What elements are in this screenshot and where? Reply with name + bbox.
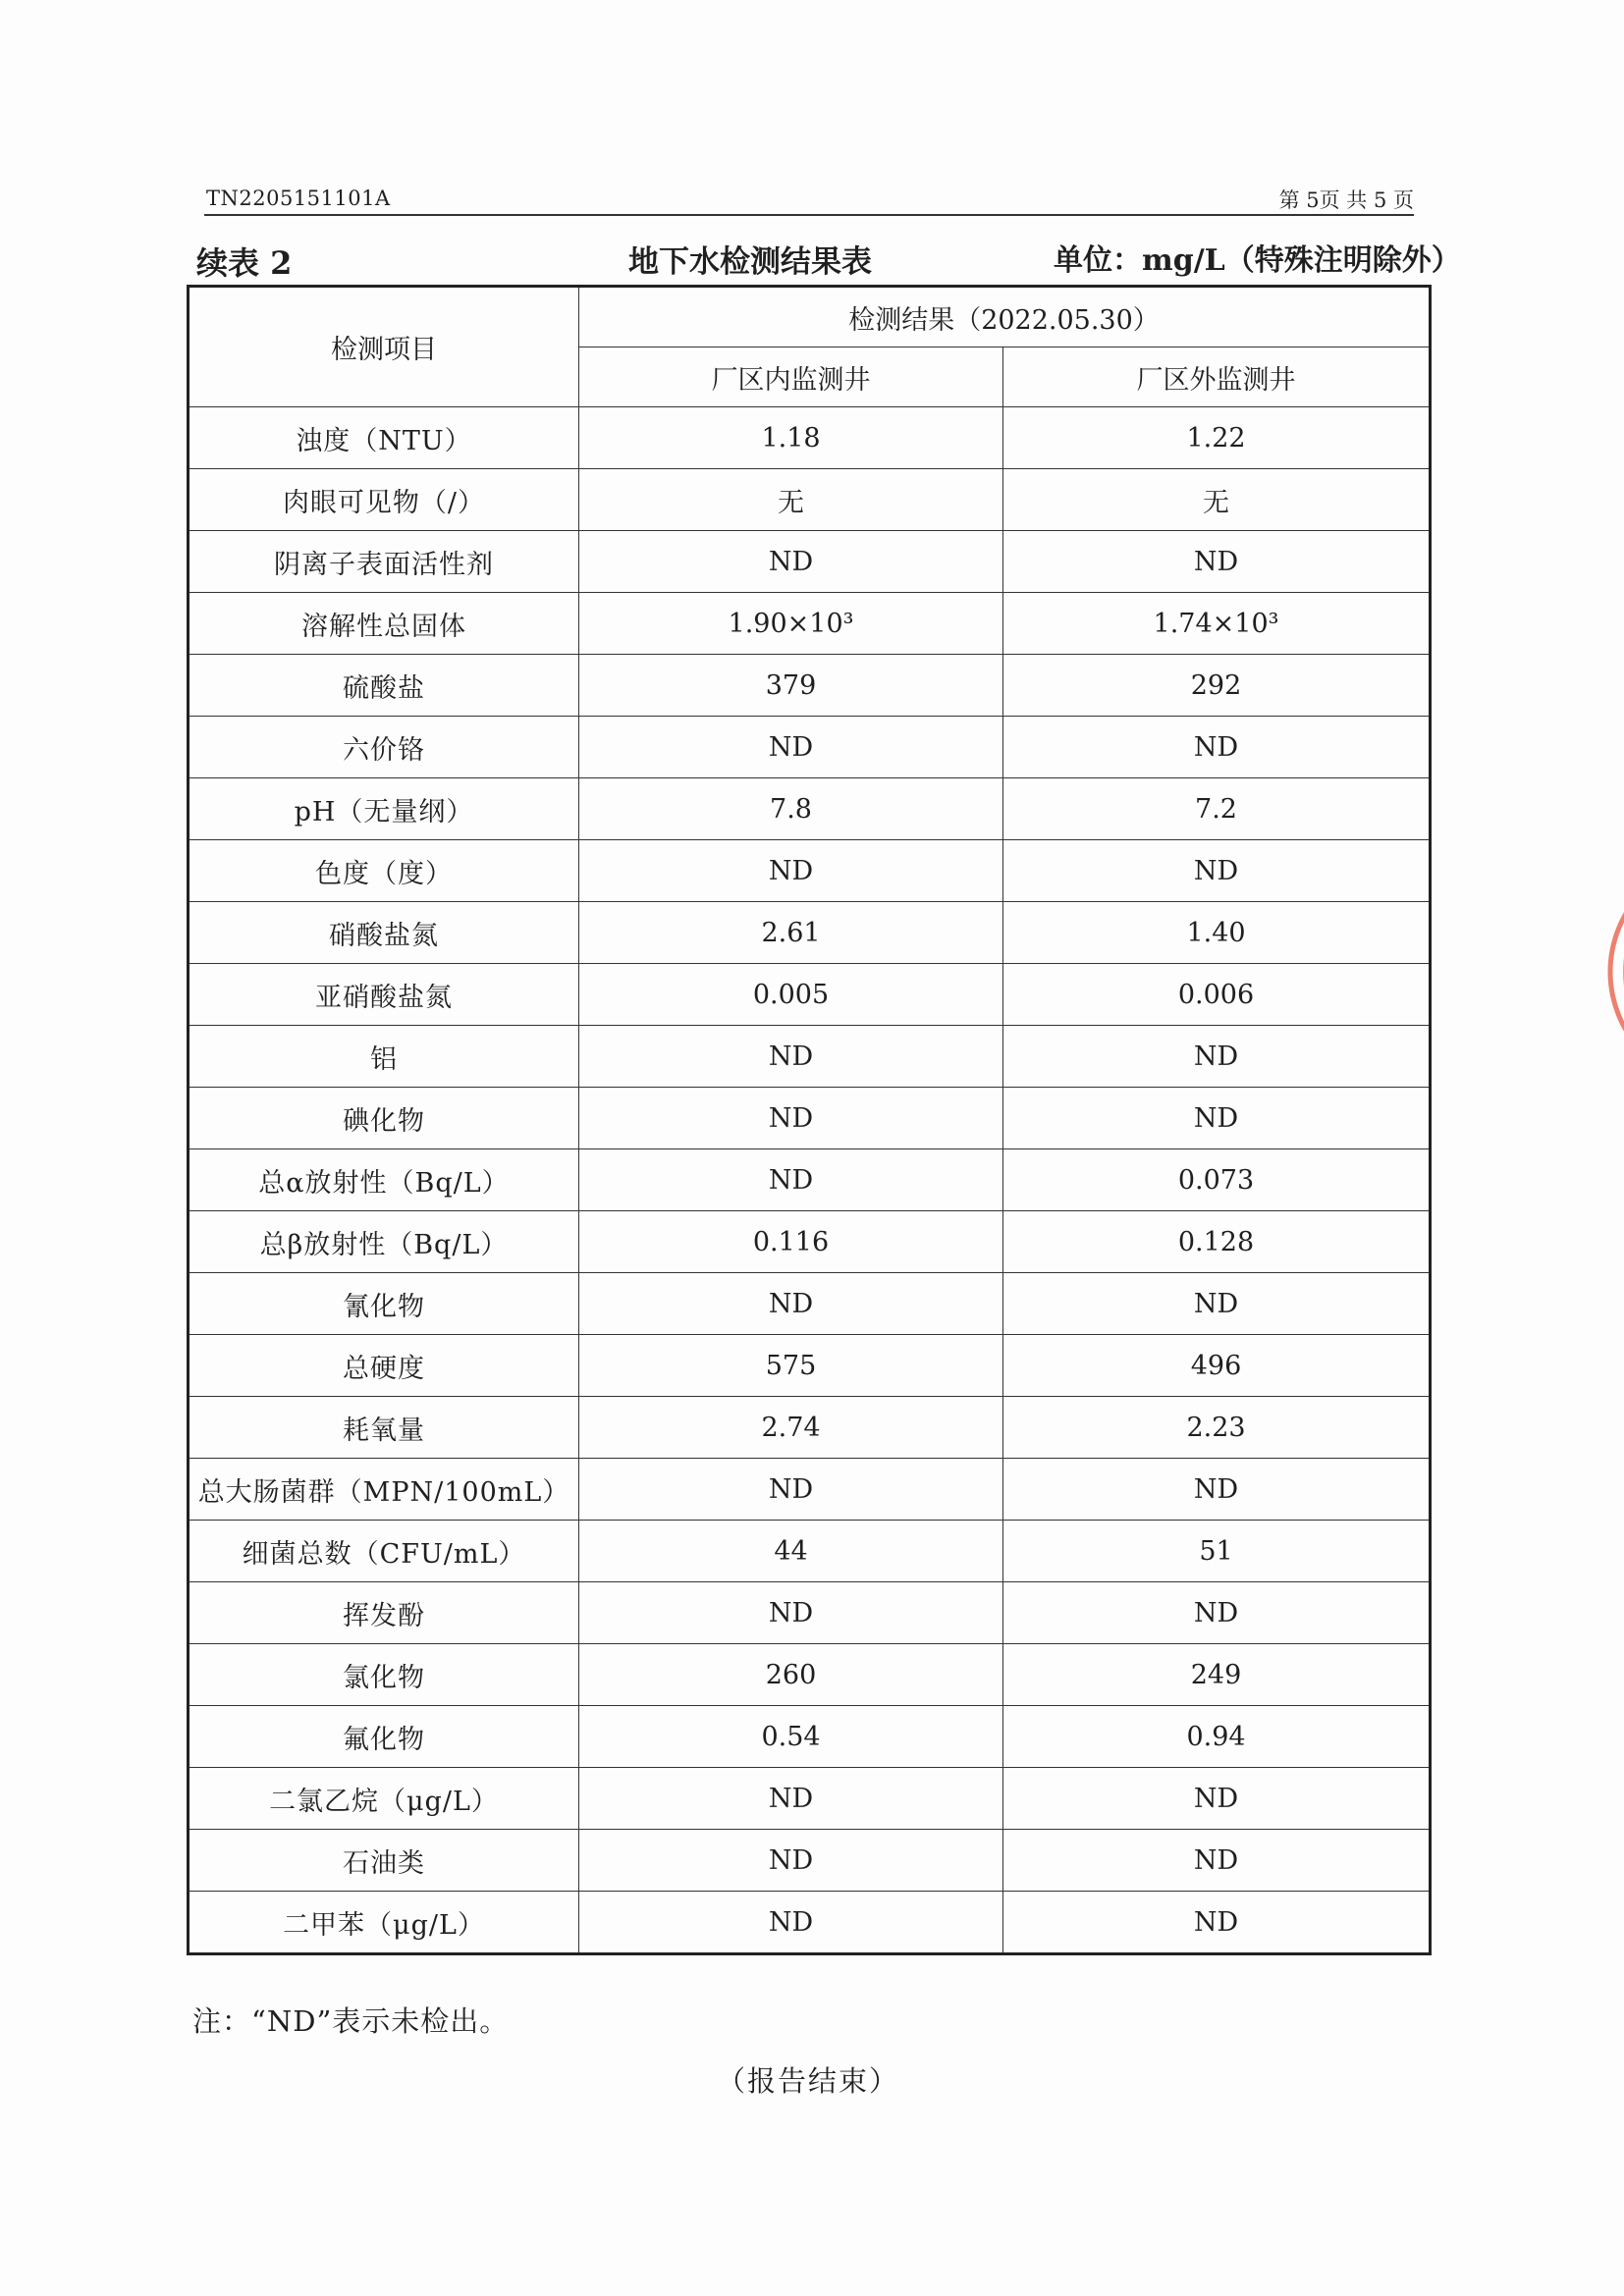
table-row bbox=[189, 1706, 1431, 1768]
outside-well-value: 7.2 bbox=[1003, 778, 1431, 840]
inside-well-value: 1.18 bbox=[579, 407, 1003, 469]
inside-well-value: 0.54 bbox=[579, 1706, 1003, 1768]
inside-well-value: ND bbox=[579, 1026, 1003, 1088]
inside-well-value: ND bbox=[579, 1768, 1003, 1830]
outside-well-value: 1.40 bbox=[1003, 902, 1431, 964]
inside-well-value: 7.8 bbox=[579, 778, 1003, 840]
item-name-cell: 氰化物 bbox=[189, 1273, 579, 1335]
table-title: 地下水检测结果表 bbox=[628, 244, 872, 280]
inside-well-value: ND bbox=[579, 1582, 1003, 1644]
outside-well-value: 0.073 bbox=[1003, 1149, 1431, 1211]
outside-well-value: ND bbox=[1003, 1459, 1431, 1521]
inside-well-value: ND bbox=[579, 717, 1003, 778]
table-row bbox=[189, 407, 1431, 469]
item-name-cell: 硝酸盐氮 bbox=[189, 902, 579, 964]
inside-well-value: ND bbox=[579, 1149, 1003, 1211]
item-name-cell: 碘化物 bbox=[189, 1088, 579, 1149]
outside-well-value: ND bbox=[1003, 840, 1431, 902]
item-name-cell: 溶解性总固体 bbox=[189, 593, 579, 655]
result-header: 检测结果（2022.05.30） bbox=[579, 287, 1431, 347]
inside-well-value: ND bbox=[579, 1088, 1003, 1149]
outside-well-value: 249 bbox=[1003, 1644, 1431, 1706]
inside-well-value: ND bbox=[579, 1273, 1003, 1335]
table-row bbox=[189, 1892, 1431, 1954]
inside-well-value: ND bbox=[579, 840, 1003, 902]
table-row bbox=[189, 1088, 1431, 1149]
item-name-cell: 浊度（NTU） bbox=[189, 407, 579, 469]
item-name-cell: 氯化物 bbox=[189, 1644, 579, 1706]
unit-label: 单位：mg/L（特殊注明除外） bbox=[1054, 243, 1461, 278]
table-row bbox=[189, 717, 1431, 778]
item-name-cell: 阴离子表面活性剂 bbox=[189, 531, 579, 593]
document-number: TN2205151101A bbox=[206, 187, 391, 210]
table-row bbox=[189, 1644, 1431, 1706]
outside-well-value: 496 bbox=[1003, 1335, 1431, 1397]
inside-well-value: ND bbox=[579, 1892, 1003, 1954]
outside-well-value: ND bbox=[1003, 1026, 1431, 1088]
table-row bbox=[189, 1273, 1431, 1335]
item-name-cell: 六价铬 bbox=[189, 717, 579, 778]
item-name-cell: 硫酸盐 bbox=[189, 655, 579, 717]
report-end-mark: （报告结束） bbox=[717, 2064, 900, 2098]
outside-well-value: 51 bbox=[1003, 1521, 1431, 1582]
inside-well-value: ND bbox=[579, 531, 1003, 593]
footnote: 注：“ND”表示未检出。 bbox=[192, 2004, 510, 2038]
inside-well-value: 0.116 bbox=[579, 1211, 1003, 1273]
outside-well-value: 0.94 bbox=[1003, 1706, 1431, 1768]
inside-well-value: 575 bbox=[579, 1335, 1003, 1397]
item-name-cell: 肉眼可见物（/） bbox=[189, 469, 579, 531]
item-name-cell: 氟化物 bbox=[189, 1706, 579, 1768]
item-name-cell: 色度（度） bbox=[189, 840, 579, 902]
item-name-cell: 耗氧量 bbox=[189, 1397, 579, 1459]
inside-well-value: 无 bbox=[579, 469, 1003, 531]
table-row bbox=[189, 1149, 1431, 1211]
table-row bbox=[189, 1459, 1431, 1521]
inside-well-value: 0.005 bbox=[579, 964, 1003, 1026]
outside-well-value: 292 bbox=[1003, 655, 1431, 717]
outside-well-value: ND bbox=[1003, 1830, 1431, 1892]
table-row bbox=[189, 655, 1431, 717]
results-table bbox=[187, 285, 1432, 1955]
item-name-cell: 总β放射性（Bq/L） bbox=[189, 1211, 579, 1273]
item-name-cell: 亚硝酸盐氮 bbox=[189, 964, 579, 1026]
inside-well-value: 379 bbox=[579, 655, 1003, 717]
header-row bbox=[189, 287, 1431, 347]
item-name-cell: 总大肠菌群（MPN/100mL） bbox=[189, 1459, 579, 1521]
outside-well-value: ND bbox=[1003, 717, 1431, 778]
outside-well-value: 2.23 bbox=[1003, 1397, 1431, 1459]
table-row bbox=[189, 531, 1431, 593]
outside-well-value: 1.74×10³ bbox=[1003, 593, 1431, 655]
outside-well-value: 0.128 bbox=[1003, 1211, 1431, 1273]
item-name-cell: 二甲苯（μg/L） bbox=[189, 1892, 579, 1954]
red-seal-stamp bbox=[1579, 844, 1624, 1099]
table-row bbox=[189, 1582, 1431, 1644]
outside-well-value: 无 bbox=[1003, 469, 1431, 531]
table-row bbox=[189, 840, 1431, 902]
item-name-cell: 石油类 bbox=[189, 1830, 579, 1892]
header-divider bbox=[204, 214, 1414, 216]
table-row bbox=[189, 1211, 1431, 1273]
outside-well-value: ND bbox=[1003, 1582, 1431, 1644]
table-row bbox=[189, 964, 1431, 1026]
outside-well-value: ND bbox=[1003, 1273, 1431, 1335]
inside-well-value: 2.61 bbox=[579, 902, 1003, 964]
inside-well-value: ND bbox=[579, 1830, 1003, 1892]
column-header-outside: 厂区外监测井 bbox=[1003, 347, 1431, 407]
table-row bbox=[189, 1335, 1431, 1397]
inside-well-value: 260 bbox=[579, 1644, 1003, 1706]
table-row bbox=[189, 1830, 1431, 1892]
table-row bbox=[189, 1397, 1431, 1459]
outside-well-value: ND bbox=[1003, 531, 1431, 593]
table-row bbox=[189, 1768, 1431, 1830]
outside-well-value: 0.006 bbox=[1003, 964, 1431, 1026]
item-name-cell: 铝 bbox=[189, 1026, 579, 1088]
continued-table-label: 续表 2 bbox=[196, 244, 293, 282]
table-row bbox=[189, 778, 1431, 840]
inside-well-value: 44 bbox=[579, 1521, 1003, 1582]
inside-well-value: ND bbox=[579, 1459, 1003, 1521]
outside-well-value: 1.22 bbox=[1003, 407, 1431, 469]
outside-well-value: ND bbox=[1003, 1768, 1431, 1830]
item-name-cell: 二氯乙烷（μg/L） bbox=[189, 1768, 579, 1830]
inside-well-value: 1.90×10³ bbox=[579, 593, 1003, 655]
item-header: 检测项目 bbox=[189, 287, 579, 407]
item-name-cell: 挥发酚 bbox=[189, 1582, 579, 1644]
page-number: 第 5页 共 5 页 bbox=[1278, 188, 1414, 212]
table-row bbox=[189, 1026, 1431, 1088]
table-row bbox=[189, 1521, 1431, 1582]
item-name-cell: 总α放射性（Bq/L） bbox=[189, 1149, 579, 1211]
seal-ring bbox=[1610, 856, 1624, 1088]
table-row bbox=[189, 593, 1431, 655]
column-header-inside: 厂区内监测井 bbox=[579, 347, 1003, 407]
item-name-cell: pH（无量纲） bbox=[189, 778, 579, 840]
table-row bbox=[189, 469, 1431, 531]
item-name-cell: 总硬度 bbox=[189, 1335, 579, 1397]
inside-well-value: 2.74 bbox=[579, 1397, 1003, 1459]
table-row bbox=[189, 902, 1431, 964]
item-name-cell: 细菌总数（CFU/mL） bbox=[189, 1521, 579, 1582]
outside-well-value: ND bbox=[1003, 1088, 1431, 1149]
outside-well-value: ND bbox=[1003, 1892, 1431, 1954]
